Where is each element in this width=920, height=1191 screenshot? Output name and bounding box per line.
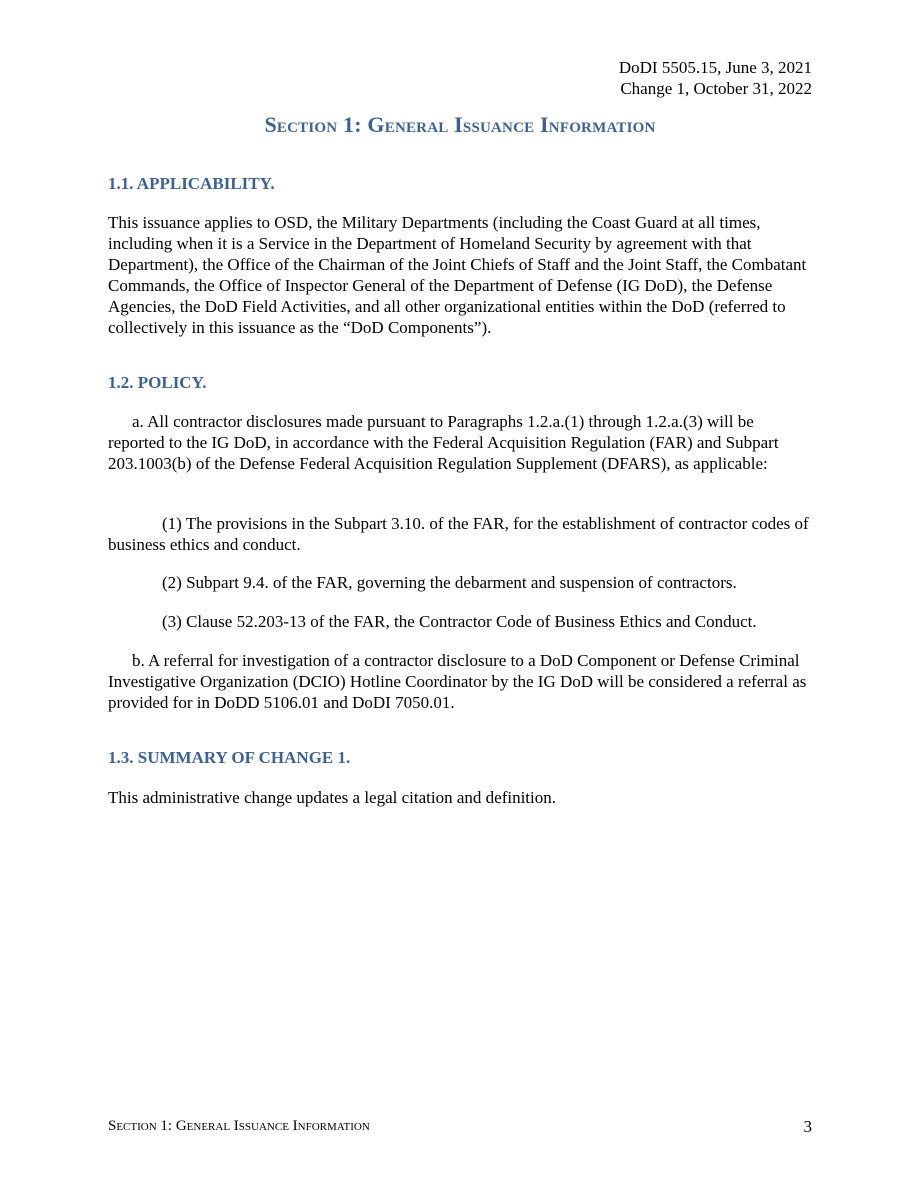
paragraph-summary-of-change: This administrative change updates a legal citation and definition. [108, 788, 557, 807]
header-line-change: Change 1, October 31, 2022 [620, 79, 812, 98]
document-header [619, 57, 812, 99]
paragraph-policy-a3: (3) Clause 52.203-13 of the FAR, the Contractor Code of Business Ethics and Conduct. [162, 612, 757, 631]
heading-summary-of-change: 1.3. SUMMARY OF CHANGE 1. [108, 748, 351, 767]
paragraph-policy-a: a. All contractor disclosures made pursuant to Paragraphs 1.2.a.(1) through 1.2.a.(3) will be reported to the IG DoD, in accordance with the Federal Acquisition Regulation (FAR) and Subpart 203.1003(b) of the Defense Federal Acquisition Regulation Supplement (DFARS), as applicable: [108, 412, 779, 473]
footer-section-title: Section 1: General Issuance Information [108, 1118, 370, 1134]
paragraph-policy-a2: (2) Subpart 9.4. of the FAR, governing the debarment and suspension of contractors. [162, 573, 737, 592]
header-line-issuance: DoDI 5505.15, June 3, 2021 [618, 58, 812, 77]
heading-policy: 1.2. POLICY. [108, 373, 207, 392]
paragraph-applicability: This issuance applies to OSD, the Military Departments (including the Coast Guard at all times, including when it is a Service in the Department of Homeland Security by agreement with that Department), the Office of the Chairman of the Joint Chiefs of Staff and the Joint Staff, the Combatant Commands, the Office of Inspector General of the Department of Defense (IG DoD), the Defense Agencies, the DoD Field Activities, and all other organizational entities within the DoD (referred to collectively in this issuance as the “DoD Components”). [108, 213, 807, 337]
section-title: Section 1: General Issuance Information [264, 112, 656, 137]
heading-applicability: 1.1. APPLICABILITY. [108, 174, 275, 193]
paragraph-policy-b: b. A referral for investigation of a contractor disclosure to a DoD Component or Defense Criminal Investigative Organization (DCIO) Hotline Coordinator by the IG DoD will be considered a referral as provided for in DoDD 5106.01 and DoDI 7050.01. [108, 651, 807, 712]
paragraph-policy-a1: (1) The provisions in the Subpart 3.10. of the FAR, for the establishment of contractor codes of business ethics and conduct. [108, 514, 809, 554]
page-number: 3 [803, 1117, 812, 1136]
